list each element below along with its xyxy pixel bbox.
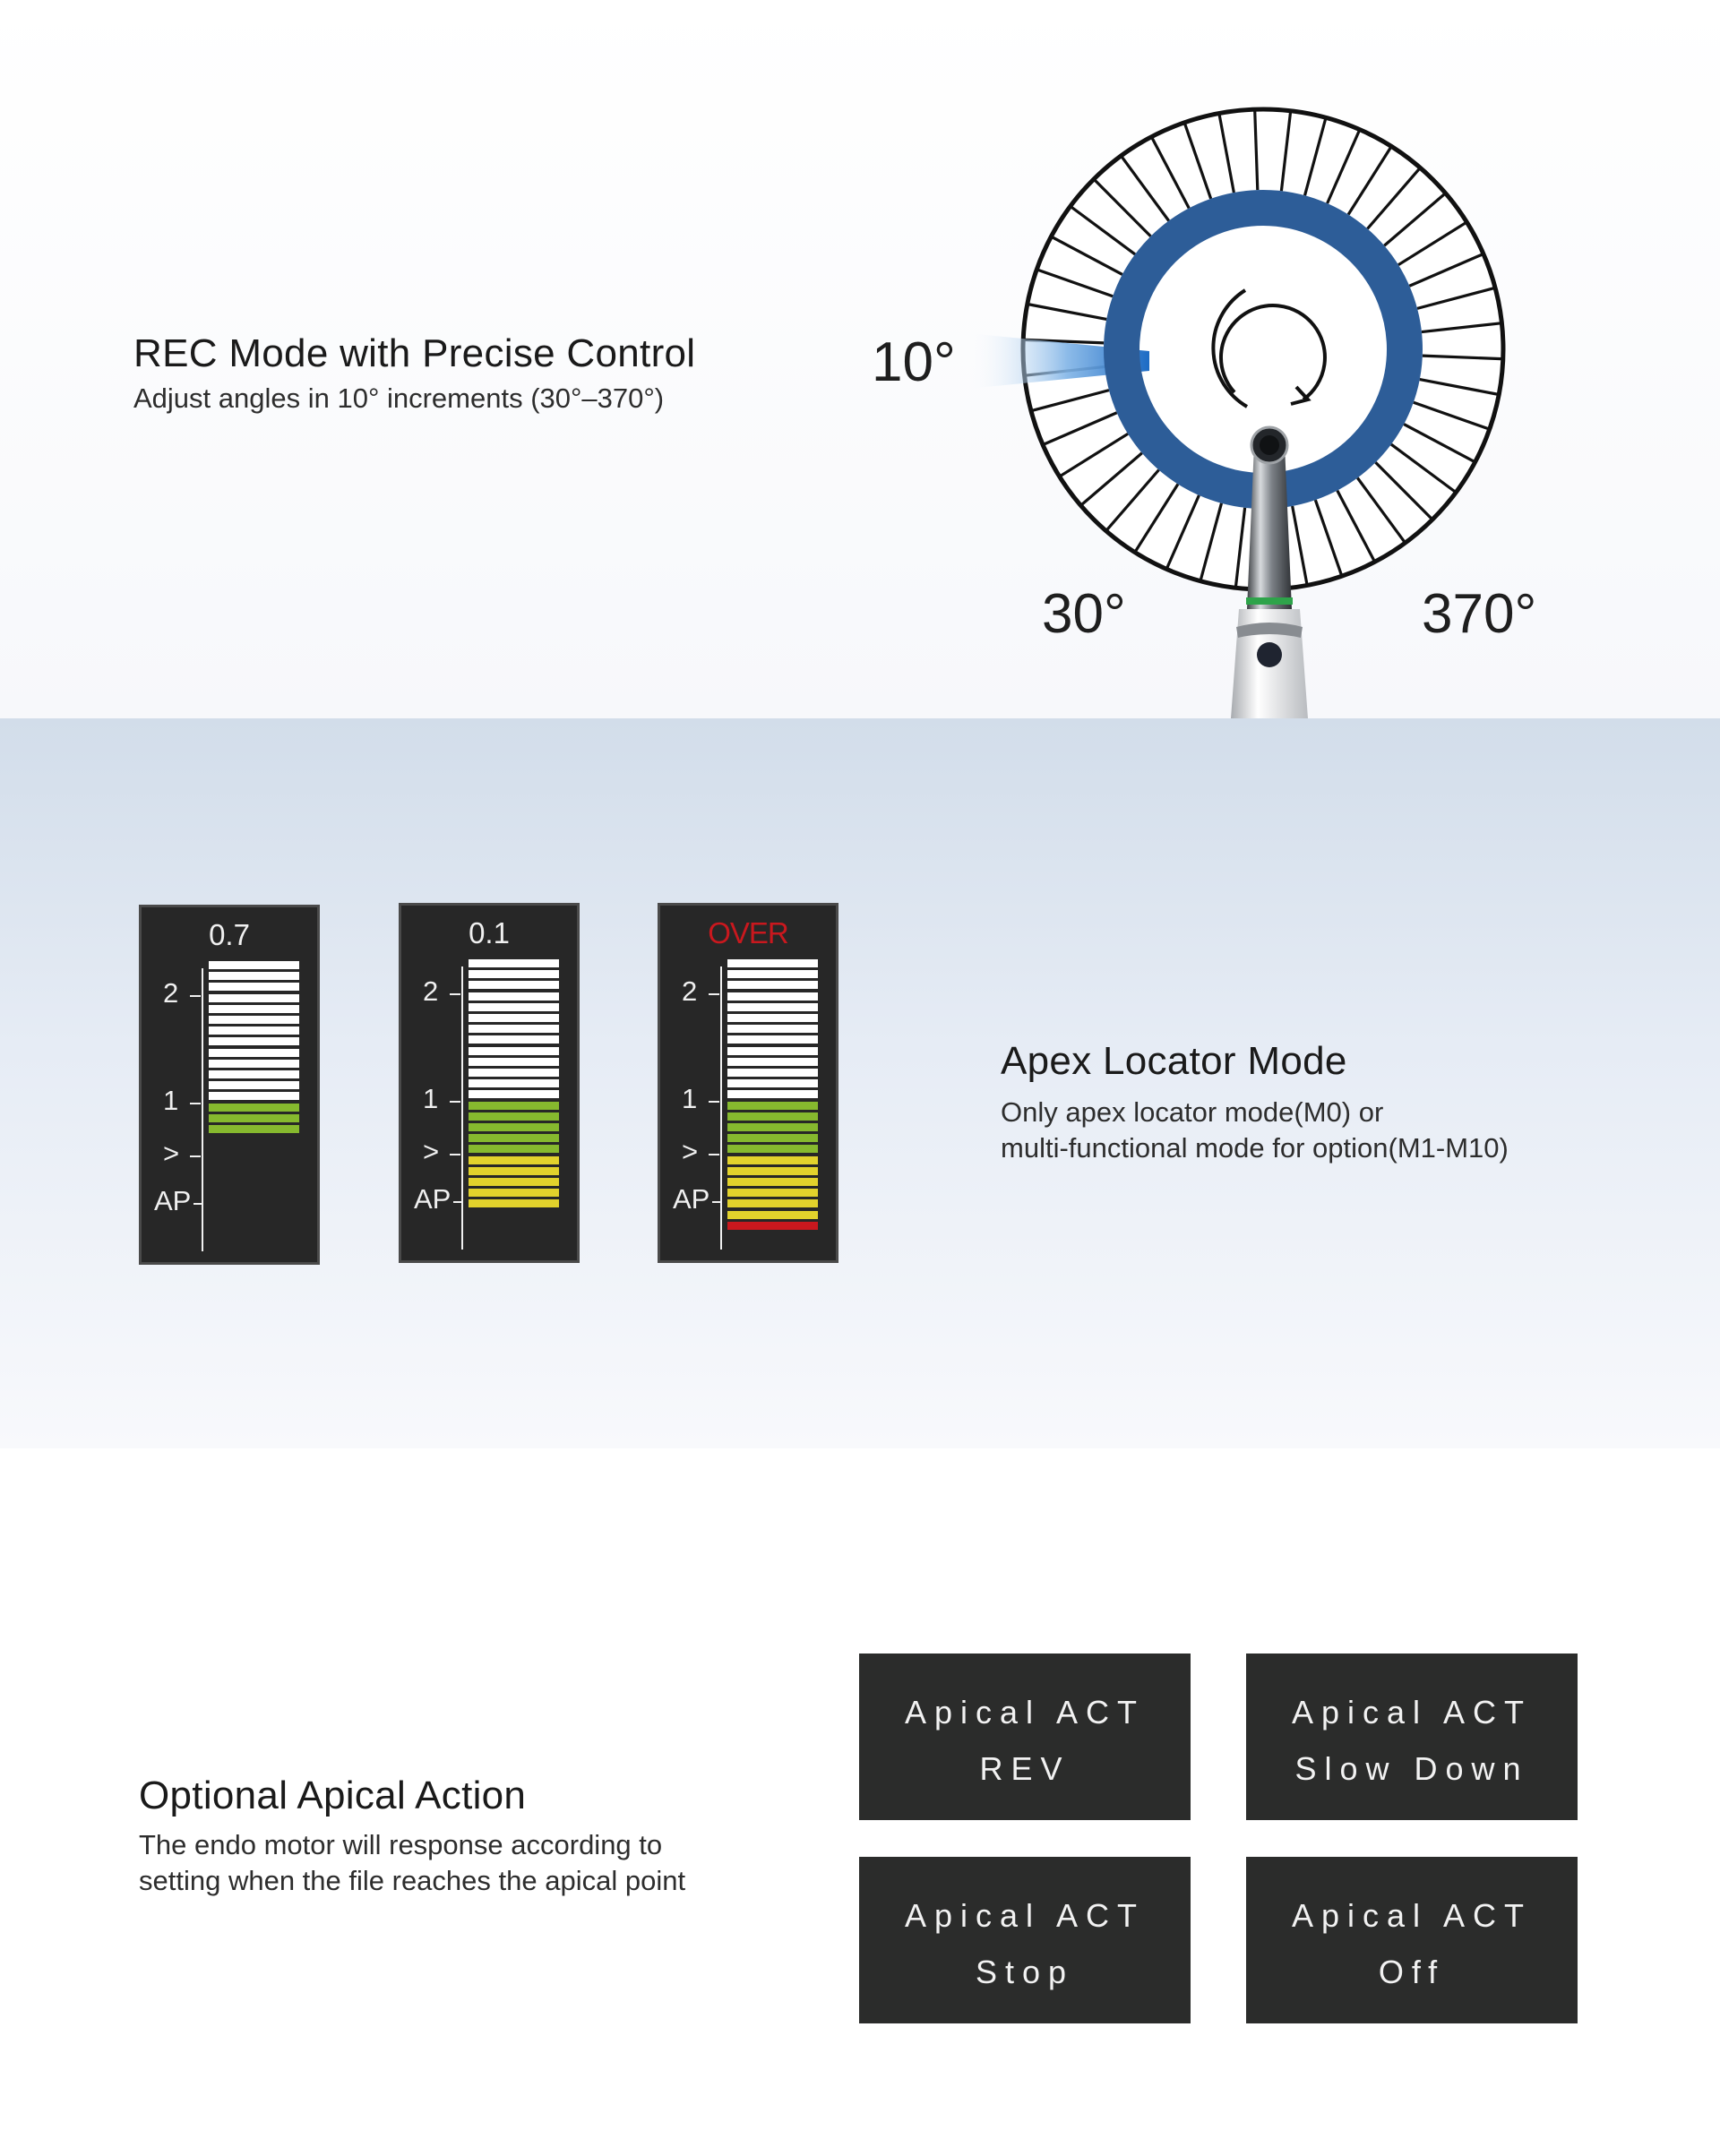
scale-label-arrow: > bbox=[163, 1138, 180, 1169]
scale-label-2: 2 bbox=[423, 975, 439, 1007]
apical-action-description-line1: The endo motor will response according to bbox=[139, 1829, 663, 1860]
apex-bar-segment-green bbox=[469, 1145, 559, 1153]
apex-bar-segment-yellow bbox=[727, 1211, 818, 1219]
apex-bar-segment-white bbox=[727, 1079, 818, 1087]
apex-bar-segment-green bbox=[727, 1102, 818, 1110]
scale-tick bbox=[450, 1101, 460, 1103]
rec-dial-graphic bbox=[0, 0, 1720, 718]
apex-bar-segment-white bbox=[727, 1058, 818, 1066]
scale-label-arrow: > bbox=[423, 1136, 440, 1167]
apex-bar-segment-white bbox=[209, 1092, 299, 1100]
apical-act-option-value: Slow Down bbox=[1294, 1750, 1529, 1787]
apical-act-rev-option bbox=[859, 1654, 1191, 1820]
apex-bar-segment-green bbox=[209, 1114, 299, 1122]
scale-label-ap: AP bbox=[673, 1183, 710, 1215]
apex-bar-segment-green bbox=[727, 1123, 818, 1131]
scale-tick bbox=[450, 993, 460, 995]
apex-bar-segment-white bbox=[469, 970, 559, 978]
apex-bar-segment-white bbox=[469, 981, 559, 989]
apex-bar-segment-white bbox=[209, 983, 299, 991]
apex-bar-segment-green bbox=[209, 1125, 299, 1133]
apex-bar-segment-white bbox=[209, 1081, 299, 1089]
apex-bar-segment-white bbox=[727, 992, 818, 1001]
apex-bar-segment-yellow bbox=[727, 1199, 818, 1207]
apical-act-slow-down-option bbox=[1246, 1654, 1578, 1820]
apex-bar-segment-red bbox=[727, 1222, 818, 1230]
apex-bar-segment-white bbox=[469, 1014, 559, 1022]
apex-bar-segment-green bbox=[469, 1123, 559, 1131]
scale-label-2: 2 bbox=[682, 975, 698, 1007]
scale-tick bbox=[190, 1103, 201, 1104]
apex-bar-segment-white bbox=[727, 1047, 818, 1055]
apex-scale-axis bbox=[720, 966, 722, 1250]
scale-label-arrow: > bbox=[682, 1136, 699, 1167]
scale-tick bbox=[190, 995, 201, 997]
apex-display-1 bbox=[139, 905, 320, 1265]
apex-bar-segment-white bbox=[209, 1005, 299, 1013]
apex-bar-segment-green bbox=[469, 1102, 559, 1110]
apex-display-reading: 0.1 bbox=[469, 916, 510, 949]
apex-bar-segment-white bbox=[727, 1035, 818, 1044]
apex-bar-segment-white bbox=[727, 981, 818, 989]
scale-tick bbox=[450, 1154, 460, 1155]
scale-tick bbox=[709, 993, 719, 995]
apex-mode-title: Apex Locator Mode bbox=[1001, 1039, 1347, 1083]
apex-bar-segment-white bbox=[209, 1016, 299, 1024]
apex-bar-segment-white bbox=[209, 994, 299, 1002]
apex-bar-segment-white bbox=[209, 1037, 299, 1045]
apex-bar-segment-white bbox=[469, 1003, 559, 1011]
apical-action-description-line2: setting when the file reaches the apical point bbox=[139, 1865, 686, 1896]
rec-mode-title: REC Mode with Precise Control bbox=[133, 331, 696, 375]
apex-scale-axis bbox=[202, 968, 203, 1251]
apex-bar-segment-white bbox=[469, 1069, 559, 1077]
apex-bar-segment-white bbox=[727, 1090, 818, 1098]
apex-scale-axis bbox=[461, 966, 463, 1250]
apex-bar-segment-yellow bbox=[469, 1189, 559, 1197]
apex-display-reading: OVER bbox=[708, 916, 788, 949]
scale-tick bbox=[712, 1201, 721, 1203]
rec-mode-description: Adjust angles in 10° increments (30°–370°) bbox=[133, 382, 665, 414]
scale-label-2: 2 bbox=[163, 977, 179, 1009]
apex-bar-segment-yellow bbox=[469, 1167, 559, 1175]
apex-bar-segment-white bbox=[727, 1014, 818, 1022]
apex-bar-segment-yellow bbox=[469, 1199, 559, 1207]
apical-act-option-label: Apical ACT bbox=[904, 1897, 1146, 1934]
scale-tick bbox=[194, 1203, 202, 1205]
scale-tick bbox=[709, 1154, 719, 1155]
scale-label-ap: AP bbox=[414, 1183, 452, 1215]
max-angle-label: 370° bbox=[1422, 583, 1537, 645]
apex-bar-segment-white bbox=[469, 959, 559, 967]
apex-bar-segment-white bbox=[727, 1069, 818, 1077]
apical-act-off-option bbox=[1246, 1857, 1578, 2023]
apex-bar-segment-white bbox=[469, 1025, 559, 1033]
apical-action-title: Optional Apical Action bbox=[139, 1774, 527, 1817]
apex-bar-segment-green bbox=[469, 1112, 559, 1121]
scale-label-ap: AP bbox=[154, 1185, 192, 1216]
apex-display-3 bbox=[658, 903, 838, 1263]
apical-act-option-value: Off bbox=[1378, 1954, 1446, 1990]
apical-act-option-value: REV bbox=[979, 1750, 1071, 1787]
apex-display-reading: 0.7 bbox=[209, 918, 250, 951]
min-angle-label: 30° bbox=[1042, 583, 1126, 645]
apex-bar-segment-green bbox=[727, 1134, 818, 1142]
apex-bar-segment-yellow bbox=[469, 1178, 559, 1186]
apex-mode-description-line2: multi-functional mode for option(M1-M10) bbox=[1001, 1132, 1509, 1164]
apical-act-option-label: Apical ACT bbox=[1291, 1897, 1533, 1934]
apex-bar-segment-white bbox=[727, 959, 818, 967]
apex-bar-segment-yellow bbox=[469, 1156, 559, 1164]
apex-bar-segment-white bbox=[727, 1025, 818, 1033]
apex-bar-segment-white bbox=[209, 1026, 299, 1035]
apex-bar-segment-white bbox=[209, 1060, 299, 1068]
apex-bar-segment-white bbox=[727, 970, 818, 978]
apical-act-option-label: Apical ACT bbox=[904, 1694, 1146, 1731]
apex-bar-segment-green bbox=[727, 1112, 818, 1121]
apex-bar-segment-white bbox=[209, 1049, 299, 1057]
apex-bar-segment-green bbox=[469, 1134, 559, 1142]
apex-bar-segment-white bbox=[469, 1079, 559, 1087]
rec-mode-section bbox=[0, 0, 1720, 718]
apical-act-option-value: Stop bbox=[975, 1954, 1075, 1990]
scale-tick bbox=[453, 1201, 462, 1203]
apex-bar-segment-white bbox=[209, 972, 299, 980]
apex-bar-segment-yellow bbox=[727, 1189, 818, 1197]
apex-bar-segment-green bbox=[209, 1104, 299, 1112]
apex-mode-description-line1: Only apex locator mode(M0) or bbox=[1001, 1096, 1384, 1128]
apical-act-option-label: Apical ACT bbox=[1291, 1694, 1533, 1731]
apex-bar-segment-white bbox=[469, 1090, 559, 1098]
apex-bar-segment-white bbox=[469, 992, 559, 1001]
apical-act-stop-option bbox=[859, 1857, 1191, 2023]
apex-locator-section bbox=[0, 718, 1720, 1448]
scale-label-1: 1 bbox=[163, 1085, 179, 1116]
apex-bar-segment-yellow bbox=[727, 1178, 818, 1186]
apex-bar-segment-white bbox=[469, 1058, 559, 1066]
scale-tick bbox=[190, 1155, 201, 1157]
apex-bar-segment-white bbox=[727, 1003, 818, 1011]
apex-bar-segment-green bbox=[727, 1145, 818, 1153]
apex-bar-segment-white bbox=[209, 961, 299, 969]
apical-action-section bbox=[0, 1448, 1720, 2156]
increment-angle-label: 10° bbox=[872, 331, 956, 393]
apex-display-2 bbox=[399, 903, 580, 1263]
apex-bar-segment-white bbox=[469, 1035, 559, 1044]
apex-bar-segment-yellow bbox=[727, 1156, 818, 1164]
apex-bar-segment-white bbox=[469, 1047, 559, 1055]
apex-bar-segment-white bbox=[209, 1070, 299, 1078]
apex-bar-segment-yellow bbox=[727, 1167, 818, 1175]
scale-label-1: 1 bbox=[423, 1083, 439, 1114]
scale-label-1: 1 bbox=[682, 1083, 698, 1114]
scale-tick bbox=[709, 1101, 719, 1103]
